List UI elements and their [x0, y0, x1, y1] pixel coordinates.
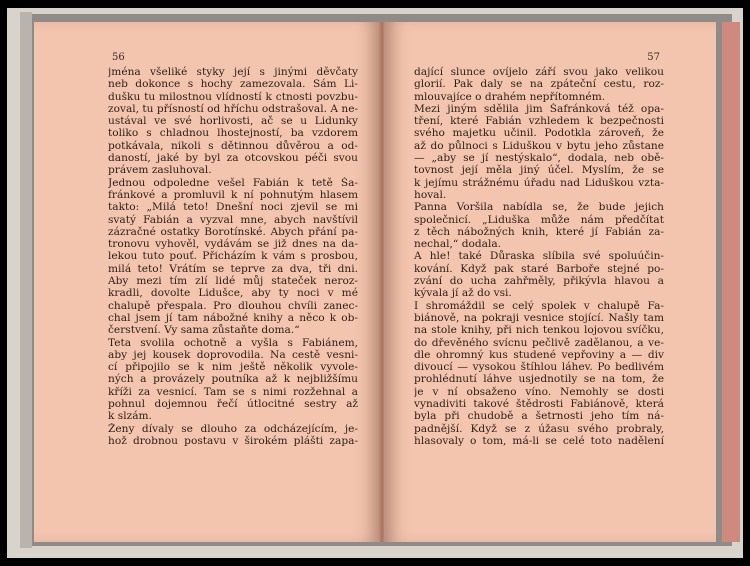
text-line: milá teto! Vrátím se teprve za dva, tři dni. [108, 262, 358, 275]
text-line: byla při chudobě a šetrnosti jeho tím ná- [414, 410, 664, 423]
text-line: svého majetku učinil. Podotkla zároveň, že [414, 127, 664, 140]
text-line: dušku tu milostnou vlídností k ctnosti povzbu- [108, 90, 358, 103]
text-line: společnicí. „Liduška může nám předčítat [414, 213, 664, 226]
text-line: dle ohromný kus studené vepřoviny a — div [414, 348, 664, 361]
text-line: k jejímu strážnému úřadu nad Liduškou vzta- [414, 176, 664, 189]
text-line: kříži za vesnicí. Tam se s nimi rozžehnal a [108, 385, 358, 398]
text-line: potkávala, nikoli s dětinnou důvěrou a od- [108, 139, 358, 152]
right-page-text [414, 66, 664, 447]
text-line: chalupě přespala. Pro dlouhou chvíli zanec- [108, 299, 358, 312]
text-line: padnější. Když se z úžasu svého probraly, [414, 422, 664, 435]
text-line: do dřevěného svícnu pečlivě zadělanou, a ve- [414, 336, 664, 349]
text-line: Ženy dívaly se dlouho za odcházejícím, je- [108, 422, 358, 435]
right-page [384, 22, 716, 542]
text-line: biánově, na pokraji vesnice stojící. Našly tam [414, 311, 664, 324]
text-line: tovnost její měla jiný účel. Myslím, že se [414, 164, 664, 177]
text-line: neb dokonce s hochy zamezovala. Sám Li- [108, 78, 358, 91]
text-line: ných a provázely poutníka až k nejbližšímu [108, 373, 358, 386]
text-line: divoucí — vysokou štíhlou láhev. Po bedlivém [414, 361, 664, 374]
text-line: glorií. Pak daly se na zpáteční cestu, roz- [414, 78, 664, 91]
text-line: prohlédnutí láhve usjednotily se na tom, že [414, 373, 664, 386]
text-line: právem zasluhoval. [108, 164, 212, 177]
page-number-right: 57 [647, 52, 660, 63]
text-line: je v ní obsaženo víno. Nemohly se dosti [414, 385, 664, 398]
text-line: pohnul dojemnou řečí útlocitné sestry až [108, 398, 358, 411]
text-line: k slzám. [108, 410, 152, 423]
text-line: dající slunce ovíjelo září svou jako velikou [414, 66, 664, 78]
text-line: Jednou odpoledne vešel Fabián k tetě Ša- [108, 176, 358, 189]
text-line: zoval, tu přísností od hříchu odstrašoval. A ne- [108, 102, 358, 115]
text-line: aby jej kousek doprovodila. Na cestě vesni- [108, 348, 358, 361]
text-line: kývala jí až do vsi. [414, 287, 512, 300]
text-line: tření, které Fabián vzhledem k bezpečnosti [414, 115, 664, 128]
text-line: Panna Voršila nabídla se, že bude jejich [414, 201, 664, 214]
text-line: Aby mezi tím zlí lidé můj stateček neroz- [108, 275, 358, 288]
text-line: I shromáždil se celý spolek v chalupě Fa- [414, 299, 664, 312]
text-line: Mezi jiným sdělila jim Šafránková též opa- [414, 102, 664, 115]
text-line: z těch nábožných knih, které jí Fabián za- [414, 225, 664, 238]
text-line: kradli, dovolte Lidušce, aby ty noci v mé [108, 287, 358, 300]
text-line: lekou tuto pouť. Přicházím k vám s prosbou, [108, 250, 358, 263]
text-line: zázračné ostatky Borotínské. Abych přání pa- [108, 225, 358, 238]
text-line: vynadiviti takové štědrosti Fabiánově, která [414, 398, 664, 411]
text-line: hlasovaly o tom, má-li se celé toto nadělení [414, 434, 664, 447]
text-line: fránkové a promluvil k ní pohnutým hlasem [108, 188, 358, 201]
book-cover-edge-right [722, 22, 740, 542]
text-line: svatý Fabián a vyzval mne, abych navštívil [108, 213, 358, 226]
text-line: zvání do ucha zahřměly, přikývla hlavou a [414, 275, 664, 288]
text-line: mlouvajíce o drahém nepřítomném. [414, 90, 606, 103]
text-line: tronovu vyhověl, vydávám se již dnes na da- [108, 238, 358, 251]
text-line: na stole knihy, při nich tenkou lojovou svíčku, [414, 324, 664, 337]
text-line: kování. Když pak staré Barboře stejné po- [414, 262, 664, 275]
text-line: čerstvení. Vy sama zůstaňte doma.“ [108, 324, 300, 337]
left-page-text [108, 66, 358, 447]
text-line: daností, jaké by byl za otcovskou péči svou [108, 152, 358, 165]
left-page [34, 22, 380, 542]
page-number-left: 56 [112, 52, 125, 63]
text-line: nechal,“ dodala. [414, 238, 502, 251]
text-line: hoval. [414, 188, 447, 201]
text-line: takto: „Milá teto! Dnešní noci zjevil se mi [108, 201, 358, 214]
text-line: chal jsem jí tam nábožné knihy a něco k ob- [108, 311, 358, 324]
text-line: ustával ve své horlivosti, ač se u Lidunky [108, 115, 358, 128]
text-line: — „aby se jí nestýskalo“, dodala, neb obě- [414, 152, 664, 165]
text-line: hož drobnou postavu v širokém plášti zapa- [108, 434, 358, 447]
text-line: cí připojilo se k nim ještě několik vyvole- [108, 361, 358, 374]
text-line: A hle! také Důraska slíbila své spoluúčin- [414, 250, 664, 263]
text-line: jména všeliké styky její s jinými děvčaty [108, 66, 358, 78]
book-cover-edge-left [20, 12, 32, 548]
text-line: až do půlnoci s Liduškou v bytu jeho zůstane [414, 139, 664, 152]
text-line: toliko s chladnou lhostejností, ba vzdorem [108, 127, 358, 140]
text-line: Teta svolila ochotně a vyšla s Fabiánem, [108, 336, 358, 349]
